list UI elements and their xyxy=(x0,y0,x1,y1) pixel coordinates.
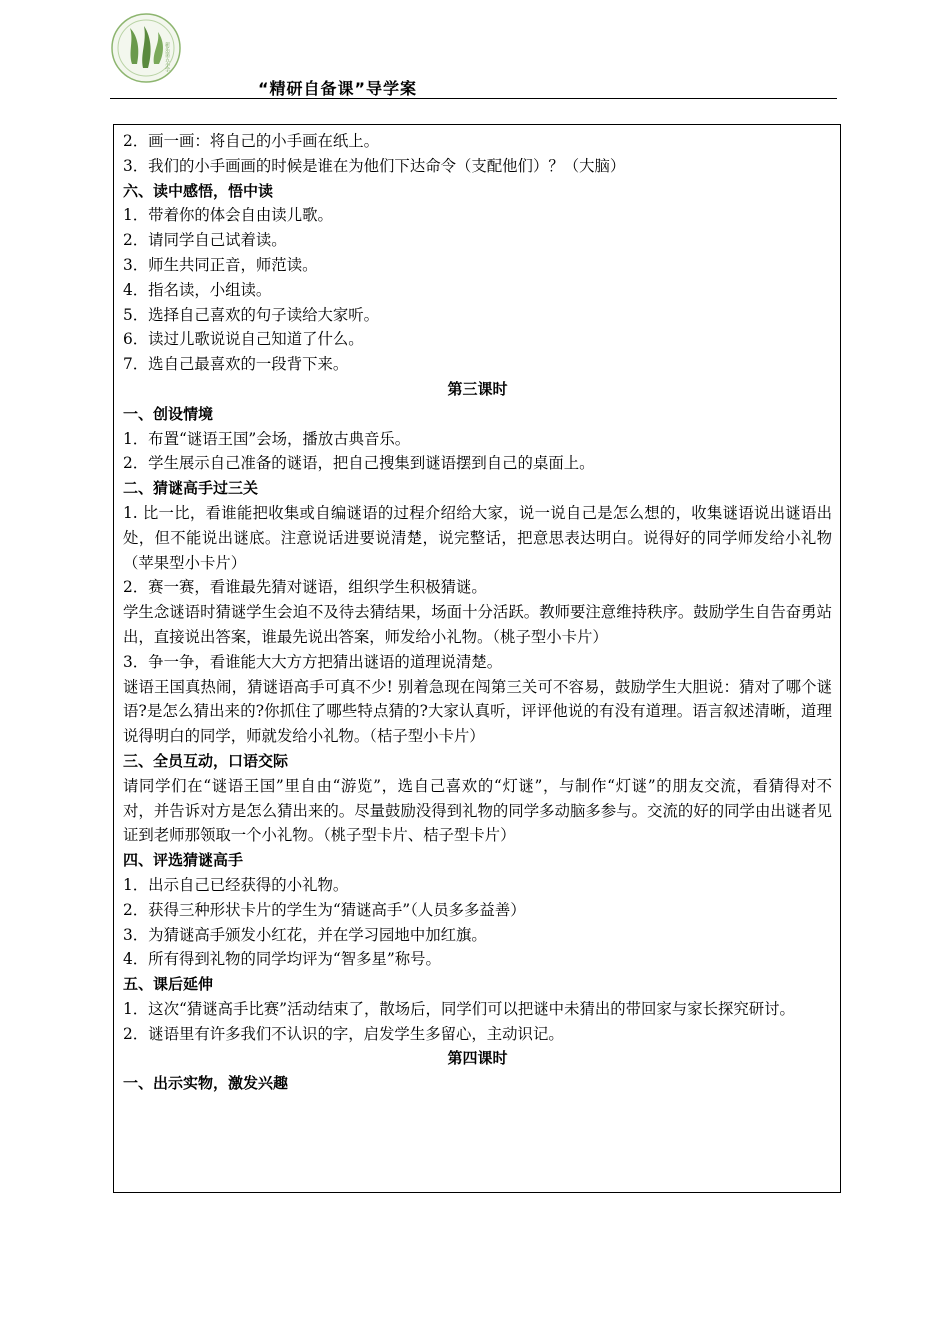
list-item: 1．带着你的体会自由读儿歌。 xyxy=(123,206,333,225)
lesson-plan-box xyxy=(113,124,841,1193)
page-header xyxy=(110,10,837,98)
list-item: 3．为猜谜高手颁发小红花，并在学习园地中加红旗。 xyxy=(123,925,487,944)
school-seal-icon xyxy=(110,12,182,84)
list-item: 1．布置“谜语王国”会场，播放古典音乐。 xyxy=(123,429,411,448)
list-item: 3．争一争，看谁能大大方方把猜出谜语的道理说清楚。 xyxy=(123,652,503,671)
list-item: 2．谜语里有许多我们不认识的字，启发学生多留心，主动识记。 xyxy=(123,1024,564,1043)
list-item: 5．选择自己喜欢的句子读给大家听。 xyxy=(123,305,380,324)
section-heading: 六、读中感悟，悟中读 xyxy=(123,181,274,200)
section-heading: 三、全员互动，口语交际 xyxy=(123,751,289,770)
list-item: 2．学生展示自己准备的谜语，把自己搜集到谜语摆到自己的桌面上。 xyxy=(123,454,595,473)
list-item: 4．所有得到礼物的同学均评为“智多星”称号。 xyxy=(123,950,441,969)
paragraph: 学生念谜语时猜谜学生会迫不及待去猜结果，场面十分活跃。教师要注意维持秩序。鼓励学生自告奋勇站出，直接说出答案，谁最先说出答案，师发给小礼物。（桃子型小卡片） xyxy=(123,603,832,646)
list-item: 2．获得三种形状卡片的学生为“猜谜高手”（人员多多益善） xyxy=(123,900,526,919)
list-item: 1．出示自己已经获得的小礼物。 xyxy=(123,875,349,894)
list-item: 6．读过儿歌说说自己知道了什么。 xyxy=(123,330,364,349)
list-item: 7．选自己最喜欢的一段背下来。 xyxy=(123,355,349,374)
logo-text: 新乐第五小学 xyxy=(164,42,170,72)
paragraph: 请同学们在“谜语王国”里自由“游览”，选自己喜欢的“灯谜”，与制作“灯谜”的朋友交流，看猜得对不对，并告诉对方是怎么猜出来的。尽量鼓励没得到礼物的同学多动脑多参与。交流的好的同学由出谜者见证到老师那领取一个小礼物。（桃子型卡片、桔子型卡片） xyxy=(123,776,832,845)
list-item: 2．画一画：将自己的小手画在纸上。 xyxy=(123,132,380,150)
header-divider xyxy=(110,98,837,99)
paragraph: 1．这次“猜谜高手比赛”活动结束了，散场后，同学们可以把谜中未猜出的带回家与家长探究研讨。 xyxy=(123,999,795,1018)
paragraph: 谜语王国真热闹，猜谜语高手可真不少! 别着急现在闯第三关可不容易，鼓励学生大胆说：猜对了哪个谜语?是怎么猜出来的?你抓住了哪些特点猜的?大家认真听，评评他说的有没有道理。语言叙述清晰，道理说得明白的同学，师就发给小礼物。（桔子型小卡片） xyxy=(123,677,832,746)
section-heading: 一、创设情境 xyxy=(123,404,214,423)
page-title: “精研自备课”导学案 xyxy=(258,79,418,98)
section-heading: 一、出示实物，激发兴趣 xyxy=(123,1074,289,1093)
list-item: 2．赛一赛，看谁最先猜对谜语，组织学生积极猜谜。 xyxy=(123,578,487,597)
lesson-title: 第四课时 xyxy=(447,1049,508,1068)
section-heading: 四、评选猜谜高手 xyxy=(123,851,244,870)
list-item: 2．请同学自己试着读。 xyxy=(123,231,287,250)
section-heading: 二、猜谜高手过三关 xyxy=(123,479,259,498)
lesson-title: 第三课时 xyxy=(447,379,508,398)
section-heading: 五、课后延伸 xyxy=(123,975,214,994)
list-item: 3．我们的小手画画的时候是谁在为他们下达命令（支配他们）？（大脑） xyxy=(123,156,626,175)
paragraph: 1. 比一比，看谁能把收集或自编谜语的过程介绍给大家，说一说自己是怎么想的，收集谜语说出谜语出处，但不能说出谜底。注意说话进要说清楚，说完整话，把意思表达明白。说得好的同学师发给小礼物（苹果型小卡片） xyxy=(123,503,832,572)
list-item: 4．指名读，小组读。 xyxy=(123,280,272,299)
list-item: 3．师生共同正音，师范读。 xyxy=(123,255,318,274)
